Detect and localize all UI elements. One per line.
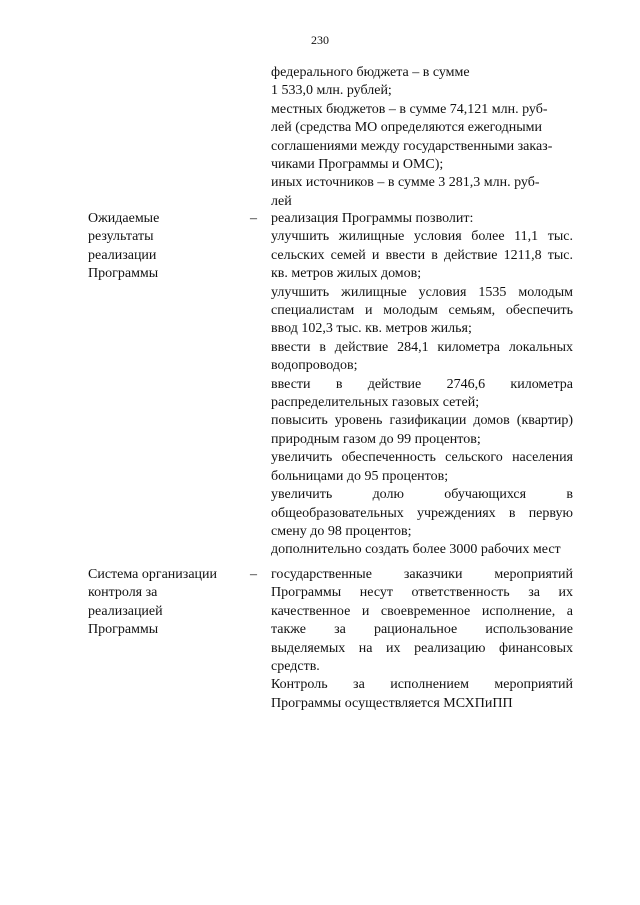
funding-line: иных источников – в сумме 3 281,3 млн. руб- — [271, 175, 540, 191]
result-item: увеличить долю обучающихся в общеобразовательных учреждениях в первую смену до 98 процентов; — [271, 487, 573, 539]
page-number: 230 — [311, 33, 329, 47]
label-line: Система организации — [88, 567, 218, 582]
result-item: улучшить жилищные условия 1535 молодым специалистам и молодым семьям, обеспечить ввод 102,3 тыс. кв. метров жилья; — [271, 284, 573, 337]
label-line: Программы — [88, 266, 159, 282]
control-paragraph: государственные заказчики мероприятий Программы несут ответственность за их качественное и своевременное исполнение, а также за рациональное использование выделяемых на их реализацию финансовых средств. — [271, 567, 573, 675]
result-item: улучшить жилищные условия более 11,1 тыс. сельских семей и ввести в действие 1211,8 тыс. кв. метров жилых домов; — [271, 229, 573, 282]
control-system-label — [88, 566, 238, 640]
result-item: ввести в действие 2746,6 километра распределительных газовых сетей; — [271, 376, 573, 411]
funding-line: чиками Программы и ОМС); — [271, 157, 444, 173]
control-system-content — [271, 566, 573, 713]
result-item: повысить уровень газификации домов (квартир) природным газом до 99 процентов; — [271, 413, 573, 447]
label-line: реализацией — [88, 603, 163, 619]
label-line: Ожидаемые — [88, 211, 160, 226]
control-paragraph: Контроль за исполнением мероприятий Программы осуществляется МСХПиПП — [271, 677, 573, 711]
expected-results-label — [88, 210, 238, 284]
funding-text — [271, 64, 573, 211]
label-line: реализации — [88, 247, 157, 263]
result-item: дополнительно создать более 3000 рабочих мест — [271, 542, 561, 558]
results-intro: реализация Программы позволит: — [271, 211, 474, 226]
funding-line: соглашениями между государственными заказ- — [271, 138, 553, 154]
funding-line: лей (средства МО определяются ежегодными — [271, 120, 543, 136]
expected-results-dash: – — [250, 211, 257, 226]
funding-line: лей — [271, 193, 292, 209]
label-line: результаты — [88, 229, 154, 245]
funding-line: федерального бюджета – в сумме — [271, 65, 470, 80]
expected-results-content — [271, 210, 573, 560]
funding-line: 1 533,0 млн. рублей; — [271, 83, 392, 99]
label-line: контроля за — [88, 585, 158, 601]
result-item: увеличить обеспеченность сельского населения больницами до 95 процентов; — [271, 450, 573, 484]
label-line: Программы — [88, 622, 159, 638]
result-item: ввести в действие 284,1 километра локальных водопроводов; — [271, 339, 573, 374]
funding-line: местных бюджетов – в сумме 74,121 млн. руб- — [271, 101, 548, 117]
control-system-dash: – — [250, 567, 257, 582]
